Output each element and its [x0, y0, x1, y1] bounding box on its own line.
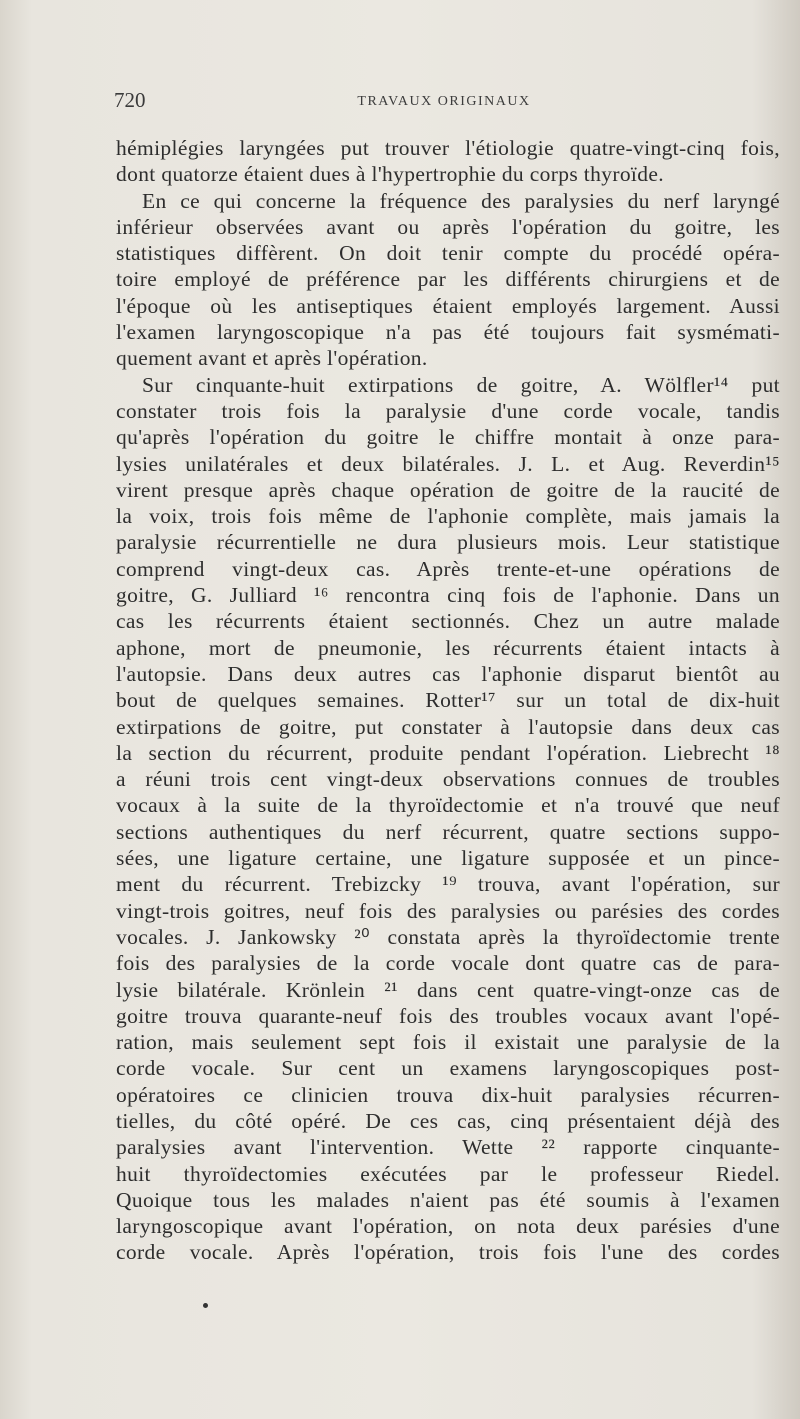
text-line: paralysies avant l'intervention. Wette ²² rapporte cinquante-	[116, 1135, 780, 1160]
text-line: vingt-trois goitres, neuf fois des paralysies ou parésies des cordes	[116, 898, 780, 923]
text-line: tielles, du côté opéré. De ces cas, cinq présentaient déjà des	[116, 1108, 780, 1133]
text-line: paralysie récurrentielle ne dura plusieurs mois. Leur statistique	[116, 530, 780, 555]
text-line: goitre, G. Julliard ¹⁶ rencontra cinq fois de l'aphonie. Dans un	[116, 583, 780, 608]
text-line: vocales. J. Jankowsky ²⁰ constata après la thyroïdectomie trente	[116, 924, 780, 949]
text-line: la voix, trois fois même de l'aphonie complète, mais jamais la	[116, 504, 780, 529]
text-line: statistiques diffèrent. On doit tenir compte du procédé opéra-	[116, 241, 780, 266]
text-line: ment du récurrent. Trebizcky ¹⁹ trouva, avant l'opération, sur	[116, 872, 780, 897]
page-header	[104, 88, 784, 118]
text-line: constater trois fois la paralysie d'une corde vocale, tandis	[116, 398, 780, 423]
text-line: la section du récurrent, produite pendant l'opération. Liebrecht ¹⁸	[116, 740, 780, 765]
page-number: 720	[114, 88, 146, 112]
text-line: dont quatorze étaient dues à l'hypertrophie du corps thyroïde.	[116, 162, 664, 187]
text-line: cas les récurrents étaient sectionnés. Chez un autre malade	[116, 609, 780, 634]
text-line: goitre trouva quarante-neuf fois des troubles vocaux avant l'opé-	[116, 1003, 780, 1028]
text-line: Quoique tous les malades n'aient pas été soumis à l'examen	[116, 1187, 780, 1212]
text-line: huit thyroïdectomies exécutées par le professeur Riedel.	[116, 1161, 780, 1186]
text-line: En ce qui concerne la fréquence des paralysies du nerf laryngé	[142, 188, 780, 213]
text-line: corde vocale. Après l'opération, trois fois l'une des cordes	[116, 1240, 780, 1265]
text-line: a réuni trois cent vingt-deux observations connues de troubles	[116, 767, 780, 792]
text-line: fois des paralysies de la corde vocale dont quatre cas de para-	[116, 951, 780, 976]
text-line: comprend vingt-deux cas. Après trente-et-une opérations de	[116, 556, 780, 581]
text-line: virent presque après chaque opération de goitre de la raucité de	[116, 477, 780, 502]
text-line: opératoires ce clinicien trouva dix-huit paralysies récurren-	[116, 1082, 780, 1107]
text-line: Sur cinquante-huit extirpations de goitre, A. Wölfler¹⁴ put	[142, 372, 780, 397]
body-text	[116, 135, 780, 1266]
ink-dot	[203, 1303, 208, 1308]
text-line: inférieur observées avant ou après l'opération du goitre, les	[116, 214, 780, 239]
text-line: aphone, mort de pneumonie, les récurrents étaient intacts à	[116, 635, 780, 660]
text-line: ration, mais seulement sept fois il existait une paralysie de la	[116, 1030, 780, 1055]
text-line: sections authentiques du nerf récurrent, quatre sections suppo-	[116, 819, 780, 844]
text-line: extirpations de goitre, put constater à l'autopsie dans deux cas	[116, 714, 780, 739]
text-line: lysie bilatérale. Krönlein ²¹ dans cent quatre-vingt-onze cas de	[116, 977, 780, 1002]
text-line: vocaux à la suite de la thyroïdectomie et n'a trouvé que neuf	[116, 793, 780, 818]
text-line: corde vocale. Sur cent un examens laryngoscopiques post-	[116, 1056, 780, 1081]
text-line: sées, une ligature certaine, une ligature supposée et un pince-	[116, 846, 780, 871]
text-line: l'autopsie. Dans deux autres cas l'aphonie disparut bientôt au	[116, 661, 780, 686]
text-line: qu'après l'opération du goitre le chiffre montait à onze para-	[116, 425, 780, 450]
running-head: TRAVAUX ORIGINAUX	[357, 94, 531, 109]
text-line: lysies unilatérales et deux bilatérales. J. L. et Aug. Reverdin¹⁵	[116, 451, 780, 476]
text-line: quement avant et après l'opération.	[116, 346, 428, 371]
text-line: bout de quelques semaines. Rotter¹⁷ sur un total de dix-huit	[116, 688, 780, 713]
text-line: toire employé de préférence par les différents chirurgiens et de	[116, 267, 780, 292]
text-line: hémiplégies laryngées put trouver l'étiologie quatre-vingt-cinq fois,	[116, 136, 780, 160]
text-line: l'examen laryngoscopique n'a pas été toujours fait sysmémati-	[116, 320, 780, 345]
text-line: laryngoscopique avant l'opération, on nota deux parésies d'une	[116, 1214, 780, 1239]
text-line: l'époque où les antiseptiques étaient employés largement. Aussi	[116, 293, 780, 318]
